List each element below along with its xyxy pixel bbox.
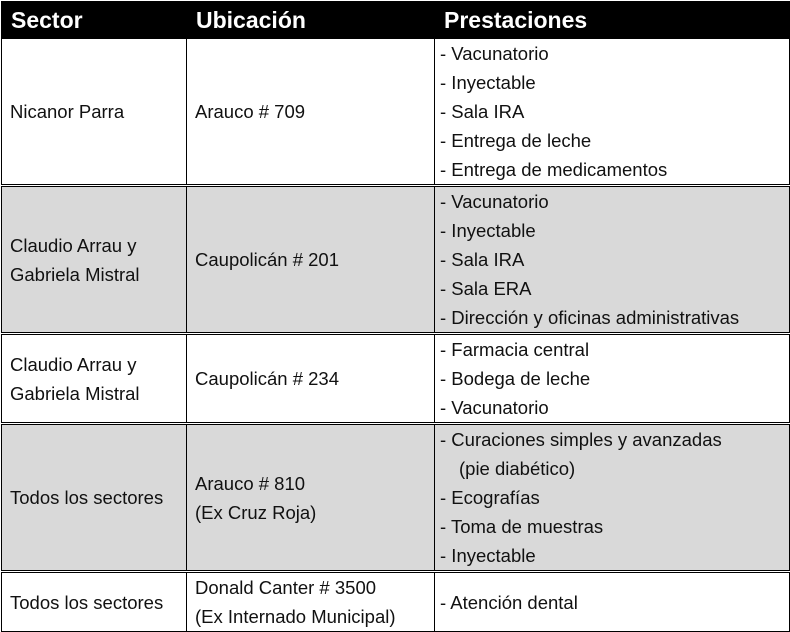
- ubicacion-text: Arauco # 810: [195, 472, 306, 494]
- ubicacion-cell: [187, 186, 435, 334]
- sector-cell: [2, 424, 187, 572]
- prestacion-item: - Curaciones simples y avanzadas: [440, 429, 722, 450]
- prestacion-item: - Bodega de leche: [440, 368, 591, 389]
- table-row: [2, 334, 790, 424]
- header-row: [2, 2, 790, 39]
- prestacion-item: - Vacunatorio: [440, 397, 549, 418]
- ubicacion-text: Caupolicán # 201: [195, 249, 339, 270]
- prestacion-item: - Sala ERA: [440, 278, 532, 299]
- prestacion-item: - Vacunatorio: [440, 43, 549, 64]
- sector-cell: [2, 334, 187, 424]
- header-sector: Sector: [2, 2, 187, 39]
- prestacion-item: - Sala IRA: [440, 249, 525, 270]
- prestaciones-cell: [435, 39, 790, 186]
- table-row: [2, 572, 790, 632]
- sector-cell: [2, 572, 187, 632]
- sector-text: Claudio Arrau y: [10, 234, 137, 256]
- sector-text: Gabriela Mistral: [10, 382, 140, 404]
- ubicacion-text: Arauco # 709: [195, 101, 306, 122]
- prestacion-item: - Entrega de medicamentos: [440, 159, 668, 180]
- services-table: [1, 1, 790, 632]
- prestacion-item: - Entrega de leche: [440, 130, 592, 151]
- prestacion-item: - Dirección y oficinas administrativas: [440, 307, 740, 328]
- prestacion-item: - Sala IRA: [440, 101, 525, 122]
- prestacion-item: - Ecografías: [440, 487, 540, 508]
- prestacion-item: (pie diabético): [459, 458, 576, 479]
- prestaciones-cell: [435, 186, 790, 334]
- sector-text: Gabriela Mistral: [10, 263, 140, 285]
- prestacion-item: - Inyectable: [440, 545, 536, 566]
- prestacion-item: - Toma de muestras: [440, 516, 604, 537]
- prestacion-item: - Inyectable: [440, 220, 536, 241]
- sector-text: Todos los sectores: [10, 487, 164, 508]
- prestacion-item: - Inyectable: [440, 72, 536, 93]
- ubicacion-cell: [187, 334, 435, 424]
- sector-cell: [2, 39, 187, 186]
- prestaciones-cell: [435, 424, 790, 572]
- table-row: [2, 424, 790, 572]
- ubicacion-cell: [187, 424, 435, 572]
- ubicacion-text: (Ex Internado Municipal): [195, 606, 396, 627]
- prestaciones-cell: [435, 572, 790, 632]
- ubicacion-cell: [187, 39, 435, 186]
- ubicacion-text: Donald Canter # 3500: [195, 577, 377, 598]
- ubicacion-text: (Ex Cruz Roja): [195, 501, 317, 523]
- ubicacion-text: Caupolicán # 234: [195, 368, 339, 389]
- table-row: [2, 186, 790, 334]
- sector-text: Todos los sectores: [10, 591, 164, 613]
- sector-cell: [2, 186, 187, 334]
- sector-text: Nicanor Parra: [10, 101, 125, 122]
- prestacion-item: - Vacunatorio: [440, 191, 549, 212]
- prestacion-item: - Atención dental: [440, 591, 578, 613]
- prestaciones-cell: [435, 334, 790, 424]
- table-row: [2, 39, 790, 186]
- sector-text: Claudio Arrau y: [10, 353, 137, 375]
- header-ubicacion: Ubicación: [187, 2, 435, 39]
- ubicacion-cell: [187, 572, 435, 632]
- header-prestaciones: Prestaciones: [435, 2, 790, 39]
- prestacion-item: - Farmacia central: [440, 339, 590, 360]
